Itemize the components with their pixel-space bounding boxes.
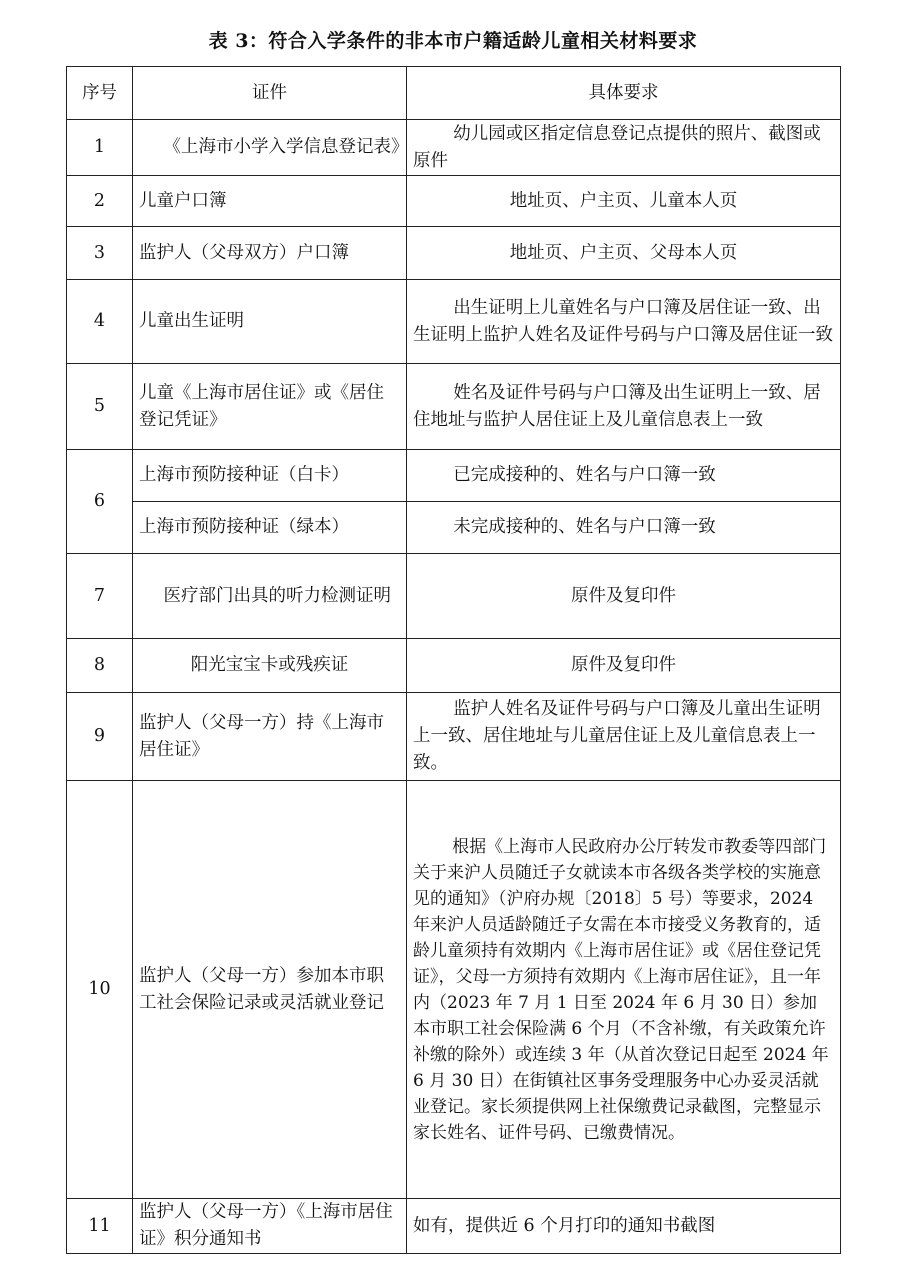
table-row	[67, 227, 841, 280]
row-number: 2	[67, 176, 133, 227]
row-number: 3	[67, 227, 133, 280]
document-cell: 儿童出生证明	[133, 280, 407, 364]
table-row	[67, 554, 841, 639]
document-cell: 《上海市小学入学信息登记表》	[133, 120, 407, 176]
table-row	[67, 120, 841, 176]
requirement-cell: 地址页、户主页、父母本人页	[407, 227, 841, 280]
row-number: 1	[67, 120, 133, 176]
header-req: 具体要求	[407, 67, 841, 120]
row-number: 6	[67, 450, 133, 554]
requirement-cell: 根据《上海市人民政府办公厅转发市教委等四部门关于来沪人员随迁子女就读本市各级各类学校的实施意见的通知》（沪府办规〔2018〕5 号）等要求，2024 年来沪人员适龄随迁子女需在本市接受义务教育的，适龄儿童须持有效期内《上海市居住证》或《居住登记凭证》，父母一方须持有效期内《上海市居住证》，且一年内（2023 年 7 月 1 日至 2024 年 6 月 30 日）参加本市职工社会保险满 6 个月（不含补缴，有关政策允许补缴的除外）或连续 3 年（从首次登记日起至 2024 年 6 月 30 日）在街镇社区事务受理服务中心办妥灵活就业登记。家长须提供网上社保缴费记录截图，完整显示家长姓名、证件号码、已缴费情况。	[407, 781, 841, 1199]
header-doc: 证件	[133, 67, 407, 120]
table-row	[67, 502, 841, 554]
row-number: 7	[67, 554, 133, 639]
document-cell: 监护人（父母一方）《上海市居住证》积分通知书	[133, 1199, 407, 1254]
row-number: 11	[67, 1199, 133, 1254]
document-cell: 儿童户口簿	[133, 176, 407, 227]
requirement-cell: 原件及复印件	[407, 639, 841, 693]
requirement-cell: 幼儿园或区指定信息登记点提供的照片、截图或原件	[407, 120, 841, 176]
table-row	[67, 639, 841, 693]
row-number: 4	[67, 280, 133, 364]
document-cell: 儿童《上海市居住证》或《居住登记凭证》	[133, 364, 407, 450]
table-header-row	[67, 67, 841, 120]
requirement-cell: 已完成接种的、姓名与户口簿一致	[407, 450, 841, 502]
table-row	[67, 280, 841, 364]
table-row	[67, 781, 841, 1199]
document-cell: 医疗部门出具的听力检测证明	[133, 554, 407, 639]
requirement-cell: 未完成接种的、姓名与户口簿一致	[407, 502, 841, 554]
row-number: 8	[67, 639, 133, 693]
row-number: 10	[67, 781, 133, 1199]
header-no: 序号	[67, 67, 133, 120]
row-number: 5	[67, 364, 133, 450]
requirement-cell: 如有，提供近 6 个月打印的通知书截图	[407, 1199, 841, 1254]
document-cell: 上海市预防接种证（绿本）	[133, 502, 407, 554]
table-row	[67, 176, 841, 227]
requirement-cell: 出生证明上儿童姓名与户口簿及居住证一致、出生证明上监护人姓名及证件号码与户口簿及居住证一致	[407, 280, 841, 364]
document-cell: 上海市预防接种证（白卡）	[133, 450, 407, 502]
table-row	[67, 450, 841, 502]
document-cell: 阳光宝宝卡或残疾证	[133, 639, 407, 693]
document-cell: 监护人（父母一方）持《上海市居住证》	[133, 693, 407, 781]
table-title: 表 3：符合入学条件的非本市户籍适龄儿童相关材料要求	[208, 30, 698, 52]
row-number: 9	[67, 693, 133, 781]
requirement-cell: 姓名及证件号码与户口簿及出生证明上一致、居住地址与监护人居住证上及儿童信息表上一致	[407, 364, 841, 450]
document-cell: 监护人（父母双方）户口簿	[133, 227, 407, 280]
document-cell: 监护人（父母一方）参加本市职工社会保险记录或灵活就业登记	[133, 781, 407, 1199]
table-row	[67, 364, 841, 450]
requirement-cell: 监护人姓名及证件号码与户口簿及儿童出生证明上一致、居住地址与儿童居住证上及儿童信息表上一致。	[407, 693, 841, 781]
table-row	[67, 693, 841, 781]
requirement-cell: 地址页、户主页、儿童本人页	[407, 176, 841, 227]
table-row	[67, 1199, 841, 1254]
requirement-cell: 原件及复印件	[407, 554, 841, 639]
requirements-table	[66, 66, 841, 1254]
